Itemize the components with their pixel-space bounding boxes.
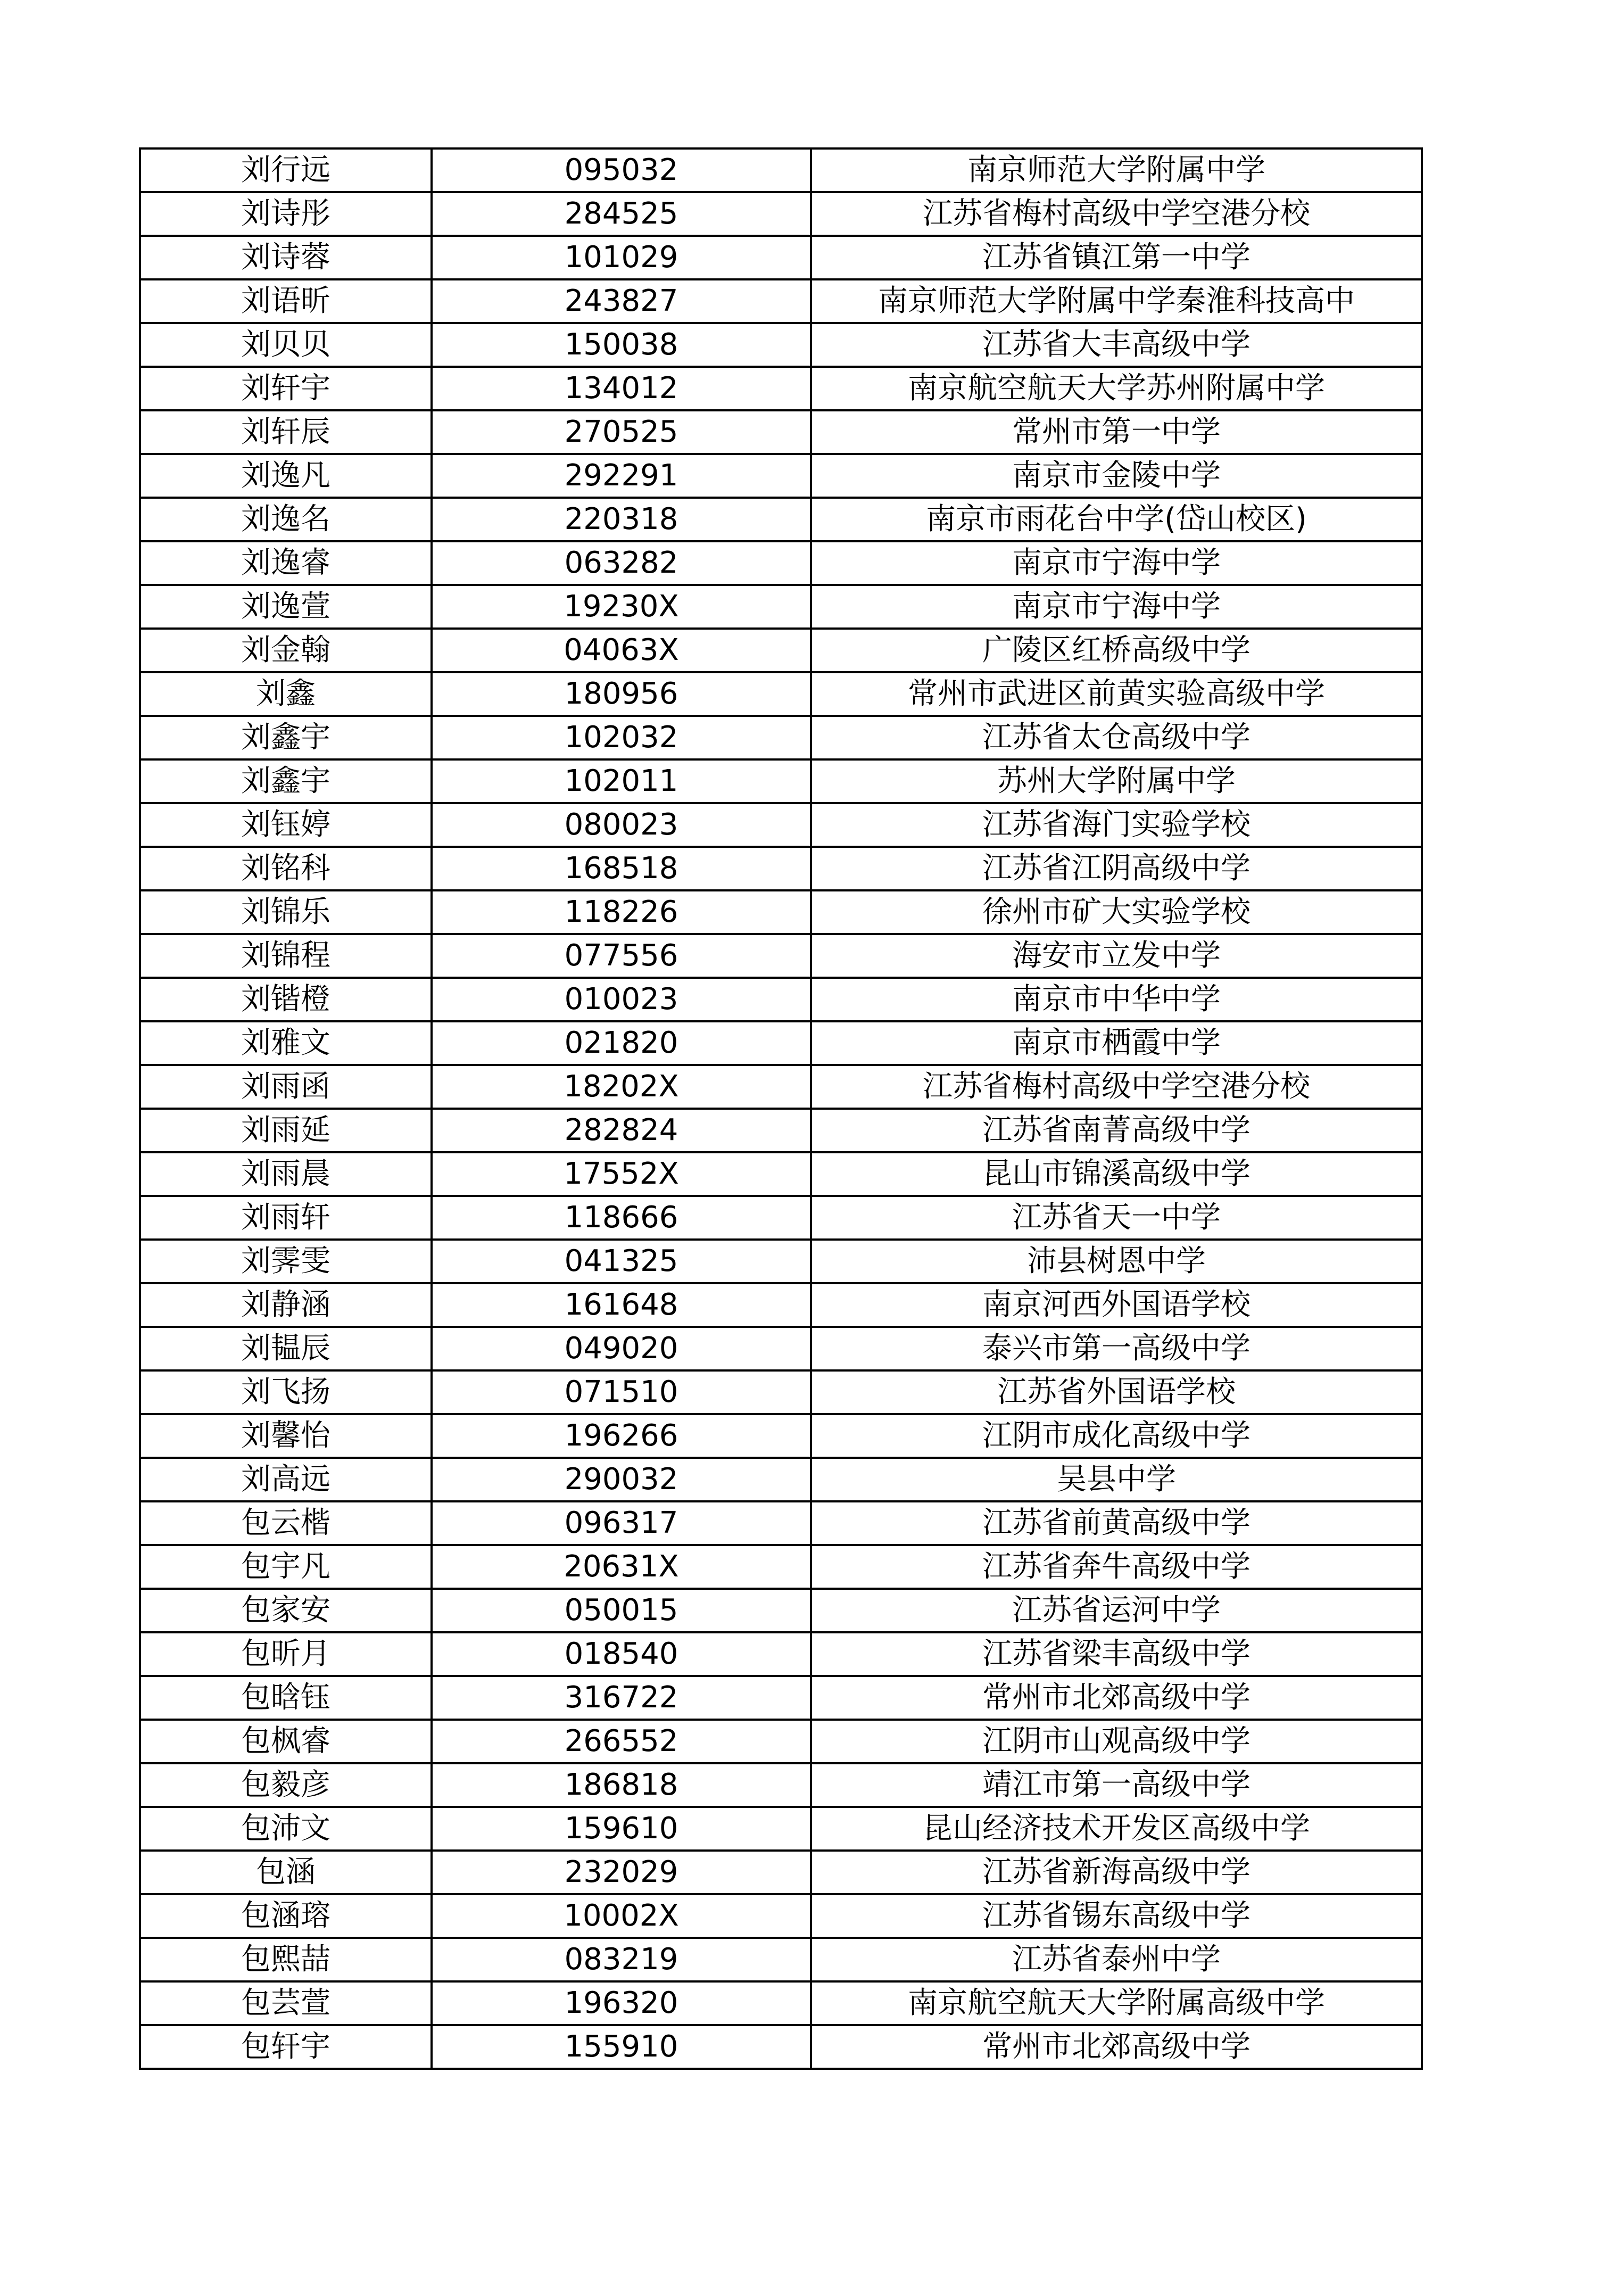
table-row	[140, 1851, 1422, 1894]
table-row	[140, 672, 1422, 716]
student-id-cell: 232029	[432, 1851, 811, 1894]
school-name-cell: 南京市栖霞中学	[811, 1021, 1422, 1065]
table-row	[140, 759, 1422, 803]
student-name-cell: 刘贝贝	[140, 323, 432, 367]
table-row	[140, 541, 1422, 585]
student-id-cell: 282824	[432, 1109, 811, 1152]
table-row	[140, 1065, 1422, 1109]
school-name-cell: 江苏省运河中学	[811, 1589, 1422, 1632]
school-name-cell: 江苏省镇江第一中学	[811, 236, 1422, 279]
student-name-cell: 包枫睿	[140, 1720, 432, 1763]
table-row	[140, 1196, 1422, 1240]
student-id-cell: 041325	[432, 1240, 811, 1283]
student-name-cell: 包昕月	[140, 1632, 432, 1676]
table-row	[140, 2025, 1422, 2069]
student-id-cell: 010023	[432, 978, 811, 1021]
student-name-cell: 刘金翰	[140, 629, 432, 672]
school-name-cell: 广陵区红桥高级中学	[811, 629, 1422, 672]
school-name-cell: 昆山经济技术开发区高级中学	[811, 1807, 1422, 1851]
student-id-cell: 290032	[432, 1458, 811, 1501]
school-name-cell: 江苏省奔牛高级中学	[811, 1545, 1422, 1589]
student-name-cell: 刘高远	[140, 1458, 432, 1501]
table-row	[140, 1807, 1422, 1851]
student-name-cell: 刘静涵	[140, 1283, 432, 1327]
student-id-cell: 19230X	[432, 585, 811, 629]
school-name-cell: 南京师范大学附属中学秦淮科技高中	[811, 279, 1422, 323]
student-id-cell: 071510	[432, 1370, 811, 1414]
school-name-cell: 苏州大学附属中学	[811, 759, 1422, 803]
student-name-cell: 刘诗蓉	[140, 236, 432, 279]
student-name-cell: 刘雅文	[140, 1021, 432, 1065]
school-name-cell: 常州市北郊高级中学	[811, 2025, 1422, 2069]
table-row	[140, 716, 1422, 759]
student-name-cell: 刘飞扬	[140, 1370, 432, 1414]
student-name-cell: 刘鑫	[140, 672, 432, 716]
student-id-cell: 021820	[432, 1021, 811, 1065]
table-row	[140, 1458, 1422, 1501]
school-name-cell: 江苏省梁丰高级中学	[811, 1632, 1422, 1676]
student-id-cell: 118226	[432, 890, 811, 934]
student-id-cell: 018540	[432, 1632, 811, 1676]
student-name-cell: 刘锦程	[140, 934, 432, 978]
table-row	[140, 890, 1422, 934]
table-row	[140, 934, 1422, 978]
student-name-cell: 刘雨轩	[140, 1196, 432, 1240]
table-row	[140, 1763, 1422, 1807]
table-row	[140, 454, 1422, 498]
school-name-cell: 徐州市矿大实验学校	[811, 890, 1422, 934]
table-row	[140, 1676, 1422, 1720]
school-name-cell: 南京市宁海中学	[811, 585, 1422, 629]
student-id-cell: 102011	[432, 759, 811, 803]
student-name-cell: 包沛文	[140, 1807, 432, 1851]
table-row	[140, 323, 1422, 367]
student-id-cell: 101029	[432, 236, 811, 279]
student-name-cell: 包轩宇	[140, 2025, 432, 2069]
table-row	[140, 1938, 1422, 1981]
table-row	[140, 498, 1422, 541]
table-row	[140, 1414, 1422, 1458]
student-id-cell: 063282	[432, 541, 811, 585]
school-name-cell: 常州市北郊高级中学	[811, 1676, 1422, 1720]
student-id-cell: 266552	[432, 1720, 811, 1763]
table-row	[140, 847, 1422, 890]
school-name-cell: 南京航空航天大学附属高级中学	[811, 1981, 1422, 2025]
school-name-cell: 江苏省南菁高级中学	[811, 1109, 1422, 1152]
table-row	[140, 1240, 1422, 1283]
student-name-cell: 刘馨怡	[140, 1414, 432, 1458]
student-id-cell: 180956	[432, 672, 811, 716]
student-name-cell: 刘雨延	[140, 1109, 432, 1152]
student-name-cell: 刘鑫宇	[140, 759, 432, 803]
student-id-cell: 220318	[432, 498, 811, 541]
table-row	[140, 192, 1422, 236]
school-name-cell: 靖江市第一高级中学	[811, 1763, 1422, 1807]
student-id-cell: 096317	[432, 1501, 811, 1545]
school-name-cell: 海安市立发中学	[811, 934, 1422, 978]
student-id-cell: 18202X	[432, 1065, 811, 1109]
table-row	[140, 1501, 1422, 1545]
school-name-cell: 南京市宁海中学	[811, 541, 1422, 585]
student-id-cell: 095032	[432, 148, 811, 192]
school-name-cell: 江阴市山观高级中学	[811, 1720, 1422, 1763]
school-name-cell: 常州市武进区前黄实验高级中学	[811, 672, 1422, 716]
student-name-cell: 刘逸凡	[140, 454, 432, 498]
school-name-cell: 南京师范大学附属中学	[811, 148, 1422, 192]
table-row	[140, 1370, 1422, 1414]
student-name-cell: 刘韫辰	[140, 1327, 432, 1370]
school-name-cell: 南京航空航天大学苏州附属中学	[811, 367, 1422, 410]
student-id-cell: 196266	[432, 1414, 811, 1458]
school-name-cell: 江苏省海门实验学校	[811, 803, 1422, 847]
table-row	[140, 1894, 1422, 1938]
student-name-cell: 刘钰婷	[140, 803, 432, 847]
student-name-cell: 刘轩宇	[140, 367, 432, 410]
school-name-cell: 南京市雨花台中学(岱山校区)	[811, 498, 1422, 541]
school-name-cell: 江苏省梅村高级中学空港分校	[811, 192, 1422, 236]
student-id-cell: 050015	[432, 1589, 811, 1632]
student-name-cell: 包云楷	[140, 1501, 432, 1545]
school-name-cell: 南京市中华中学	[811, 978, 1422, 1021]
student-name-cell: 包宇凡	[140, 1545, 432, 1589]
student-id-cell: 083219	[432, 1938, 811, 1981]
student-id-cell: 161648	[432, 1283, 811, 1327]
student-name-cell: 刘霁雯	[140, 1240, 432, 1283]
student-id-cell: 20631X	[432, 1545, 811, 1589]
student-name-cell: 包芸萱	[140, 1981, 432, 2025]
student-name-cell: 刘轩辰	[140, 410, 432, 454]
student-id-cell: 270525	[432, 410, 811, 454]
school-name-cell: 江苏省锡东高级中学	[811, 1894, 1422, 1938]
student-id-cell: 102032	[432, 716, 811, 759]
student-id-cell: 292291	[432, 454, 811, 498]
student-name-cell: 刘逸睿	[140, 541, 432, 585]
school-name-cell: 南京市金陵中学	[811, 454, 1422, 498]
table-row	[140, 279, 1422, 323]
school-name-cell: 江苏省大丰高级中学	[811, 323, 1422, 367]
student-name-cell: 包涵瑢	[140, 1894, 432, 1938]
student-id-cell: 186818	[432, 1763, 811, 1807]
table-row	[140, 367, 1422, 410]
school-name-cell: 昆山市锦溪高级中学	[811, 1152, 1422, 1196]
student-name-cell: 刘逸萱	[140, 585, 432, 629]
student-name-cell: 包涵	[140, 1851, 432, 1894]
student-id-cell: 168518	[432, 847, 811, 890]
student-name-cell: 包晗钰	[140, 1676, 432, 1720]
student-name-cell: 包家安	[140, 1589, 432, 1632]
table-row	[140, 148, 1422, 192]
student-id-cell: 159610	[432, 1807, 811, 1851]
student-name-cell: 刘鑫宇	[140, 716, 432, 759]
table-row	[140, 978, 1422, 1021]
school-name-cell: 江苏省前黄高级中学	[811, 1501, 1422, 1545]
school-name-cell: 江苏省江阴高级中学	[811, 847, 1422, 890]
table-row	[140, 629, 1422, 672]
student-id-cell: 316722	[432, 1676, 811, 1720]
table-row	[140, 1021, 1422, 1065]
table-row	[140, 1109, 1422, 1152]
school-name-cell: 江苏省天一中学	[811, 1196, 1422, 1240]
student-id-cell: 118666	[432, 1196, 811, 1240]
table-row	[140, 1589, 1422, 1632]
student-id-cell: 049020	[432, 1327, 811, 1370]
table-row	[140, 803, 1422, 847]
school-name-cell: 南京河西外国语学校	[811, 1283, 1422, 1327]
student-name-cell: 刘雨函	[140, 1065, 432, 1109]
student-id-cell: 150038	[432, 323, 811, 367]
school-name-cell: 沛县树恩中学	[811, 1240, 1422, 1283]
school-name-cell: 泰兴市第一高级中学	[811, 1327, 1422, 1370]
student-name-cell: 刘锴橙	[140, 978, 432, 1021]
student-id-cell: 155910	[432, 2025, 811, 2069]
student-name-cell: 刘语昕	[140, 279, 432, 323]
school-name-cell: 吴县中学	[811, 1458, 1422, 1501]
table-row	[140, 1327, 1422, 1370]
student-name-cell: 包毅彦	[140, 1763, 432, 1807]
student-id-cell: 17552X	[432, 1152, 811, 1196]
student-name-cell: 刘行远	[140, 148, 432, 192]
school-name-cell: 江苏省新海高级中学	[811, 1851, 1422, 1894]
table-row	[140, 1981, 1422, 2025]
student-name-cell: 刘诗彤	[140, 192, 432, 236]
school-name-cell: 江苏省泰州中学	[811, 1938, 1422, 1981]
student-id-cell: 284525	[432, 192, 811, 236]
student-id-cell: 10002X	[432, 1894, 811, 1938]
student-name-cell: 刘铭科	[140, 847, 432, 890]
student-name-cell: 刘锦乐	[140, 890, 432, 934]
school-name-cell: 常州市第一中学	[811, 410, 1422, 454]
school-name-cell: 江苏省太仓高级中学	[811, 716, 1422, 759]
school-name-cell: 江苏省梅村高级中学空港分校	[811, 1065, 1422, 1109]
table-row	[140, 236, 1422, 279]
student-name-cell: 刘逸名	[140, 498, 432, 541]
table-row	[140, 1152, 1422, 1196]
student-id-cell: 04063X	[432, 629, 811, 672]
school-name-cell: 江苏省外国语学校	[811, 1370, 1422, 1414]
table-row	[140, 1720, 1422, 1763]
student-name-cell: 刘雨晨	[140, 1152, 432, 1196]
table-row	[140, 1632, 1422, 1676]
student-id-cell: 080023	[432, 803, 811, 847]
student-id-cell: 243827	[432, 279, 811, 323]
table-row	[140, 1283, 1422, 1327]
student-id-cell: 077556	[432, 934, 811, 978]
table-row	[140, 410, 1422, 454]
student-id-cell: 134012	[432, 367, 811, 410]
table-row	[140, 1545, 1422, 1589]
table-row	[140, 585, 1422, 629]
student-id-cell: 196320	[432, 1981, 811, 2025]
student-list-table	[139, 147, 1423, 2070]
table-body	[140, 148, 1422, 2069]
school-name-cell: 江阴市成化高级中学	[811, 1414, 1422, 1458]
student-name-cell: 包熙喆	[140, 1938, 432, 1981]
